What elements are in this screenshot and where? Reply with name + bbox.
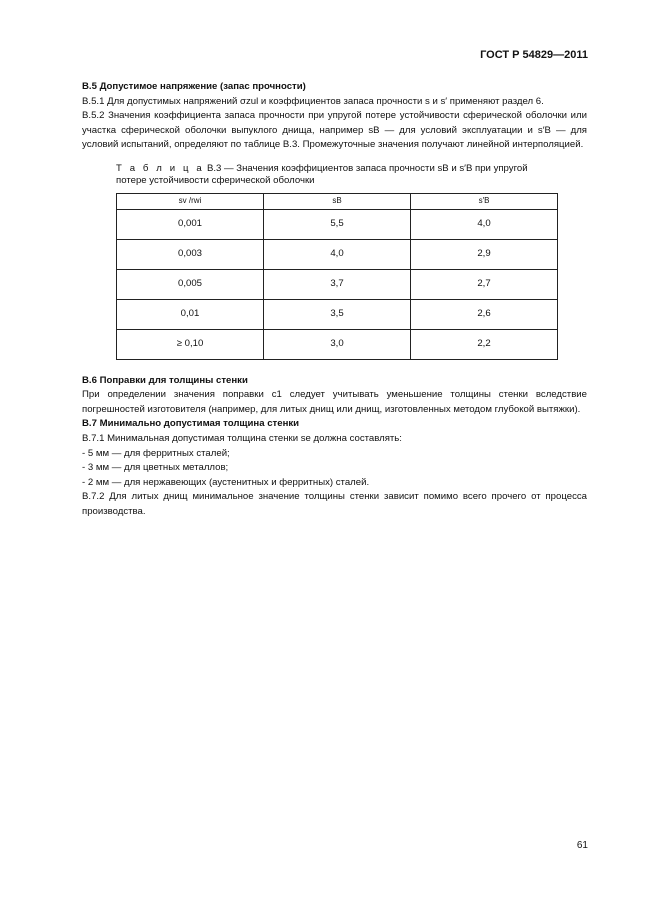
- cell-ratio: 0,001: [117, 209, 264, 239]
- section-b6-text: При определении значения поправки c1 следует учитывать уменьшение толщины стенки вследствие погрешностей изготовителя (например, для литых днищ или днищ, изготовленных методом глубокой вытяжки).: [82, 389, 587, 415]
- section-b7-2: В.7.2 Для литых днищ минимальное значение толщины стенки зависит помимо всего прочего от процесса производства.: [82, 491, 587, 517]
- table-row: [117, 269, 558, 299]
- section-b6-title: В.6 Поправки для толщины стенки: [82, 374, 248, 386]
- cell-ratio: 0,01: [117, 299, 264, 329]
- cell-ratio: 0,003: [117, 239, 264, 269]
- cell-sb-prime: 2,9: [411, 239, 558, 269]
- table-row: [117, 239, 558, 269]
- cell-sb: 3,7: [264, 269, 411, 299]
- header-sv-rwi: sv /rwi: [117, 193, 264, 209]
- cell-sb: 3,5: [264, 299, 411, 329]
- list-item: - 3 мм — для цветных металлов;: [82, 462, 229, 474]
- header-sb: sB: [264, 193, 411, 209]
- cell-sb: 4,0: [264, 239, 411, 269]
- section-b5-title: В.5 Допустимое напряжение (запас прочности): [82, 81, 306, 92]
- page-content: [82, 80, 587, 520]
- cell-sb: 5,5: [264, 209, 411, 239]
- section-b7-title: В.7 Минимально допустимая толщина стенки: [82, 418, 300, 430]
- cell-sb-prime: 4,0: [411, 209, 558, 239]
- section-b5-1: В.5.1 Для допустимых напряжений σzul и коэффициентов запаса прочности s и s′ применяют раздел 6.: [82, 95, 544, 107]
- table-row: [117, 329, 558, 359]
- cell-ratio: ≥ 0,10: [117, 329, 264, 359]
- document-code: ГОСТ Р 54829—2011: [480, 49, 588, 61]
- section-b7-1: В.7.1 Минимальная допустимая толщина стенки se должна составлять:: [82, 432, 402, 444]
- cell-sb: 3,0: [264, 329, 411, 359]
- header-sb-prime: s′B: [411, 193, 558, 209]
- cell-sb-prime: 2,7: [411, 269, 558, 299]
- list-item: - 2 мм — для нержавеющих (аустенитных и ферритных) сталей.: [82, 476, 370, 488]
- table-row: [117, 299, 558, 329]
- section-b5-2: В.5.2 Значения коэффициента запаса прочности при упругой потере устойчивости сферической оболочки или участка сферической оболочки выпуклого днища, например sB — для условий эксплуатации и s′B — для условий испытаний, определяют по таблице В.3. Промежуточные значения получают линейной интерполяцией.: [82, 110, 587, 151]
- cell-sb-prime: 2,6: [411, 299, 558, 329]
- safety-factor-table: [116, 193, 558, 360]
- table-row: [117, 209, 558, 239]
- table-caption: [116, 163, 556, 188]
- table-header-row: [117, 193, 558, 209]
- cell-sb-prime: 2,2: [411, 329, 558, 359]
- cell-ratio: 0,005: [117, 269, 264, 299]
- list-item: - 5 мм — для ферритных сталей;: [82, 447, 230, 459]
- table-caption-label: Т а б л и ц а: [116, 162, 205, 174]
- table-caption-text: В.3 — Значения коэффициентов запаса прочности sB и s′B при упругой потере устойчивости сферической оболочки: [116, 162, 528, 187]
- page-number: 61: [576, 840, 588, 851]
